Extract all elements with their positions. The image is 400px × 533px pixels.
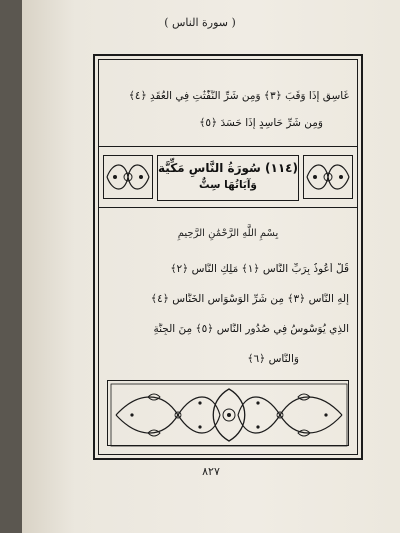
- page-frame-inner: [98, 59, 358, 455]
- nas-verse-line-2: إِلَٰهِ النَّاسِ ﴿٣﴾ مِن شَرِّ الْوَسْوَاسِ الْخَنَّاسِ ﴿٤﴾: [150, 293, 349, 305]
- surah-name: (١١٤) سُورَةُ النَّاسِ مَكِّيَّة: [158, 161, 298, 175]
- falaq-verse-line-1: غَاسِقٍ إِذَا وَقَبَ ﴿٣﴾ وَمِن شَرِّ النَّفَّٰثَٰتِ فِي الْعُقَدِ ﴿٤﴾: [128, 90, 349, 102]
- nas-verse-line-4: وَالنَّاسِ ﴿٦﴾: [247, 353, 299, 365]
- basmala: بِسْمِ اللَّهِ الرَّحْمَٰنِ الرَّحِيمِ: [177, 228, 279, 239]
- surah-verse-count: وَآيَاتُهَا سِتٌّ: [199, 179, 257, 191]
- nas-verse-line-1: قُلْ أَعُوذُ بِرَبِّ النَّاسِ ﴿١﴾ مَلِكِ النَّاسِ ﴿٢﴾: [170, 263, 349, 275]
- surah-heading-band: [99, 146, 357, 208]
- arabesque-ornament-right-icon: [303, 155, 353, 199]
- page-number: ٨٢٧: [202, 465, 220, 478]
- falaq-verse-line-2: وَمِن شَرِّ حَاسِدٍ إِذَا حَسَدَ ﴿٥﴾: [199, 117, 323, 129]
- mushaf-page: [22, 0, 400, 533]
- nas-verse-line-3: الَّذِي يُوَسْوِسُ فِي صُدُورِ النَّاسِ ﴿٥﴾ مِنَ الْجِنَّةِ: [153, 323, 349, 335]
- floral-arabesque-icon: [108, 381, 350, 449]
- surah-title-box: [157, 155, 299, 201]
- closing-ornament-panel: [107, 380, 349, 446]
- page-frame: [93, 54, 363, 460]
- arabesque-ornament-left-icon: [103, 155, 153, 199]
- running-title: ( سورة الناس ): [164, 16, 236, 29]
